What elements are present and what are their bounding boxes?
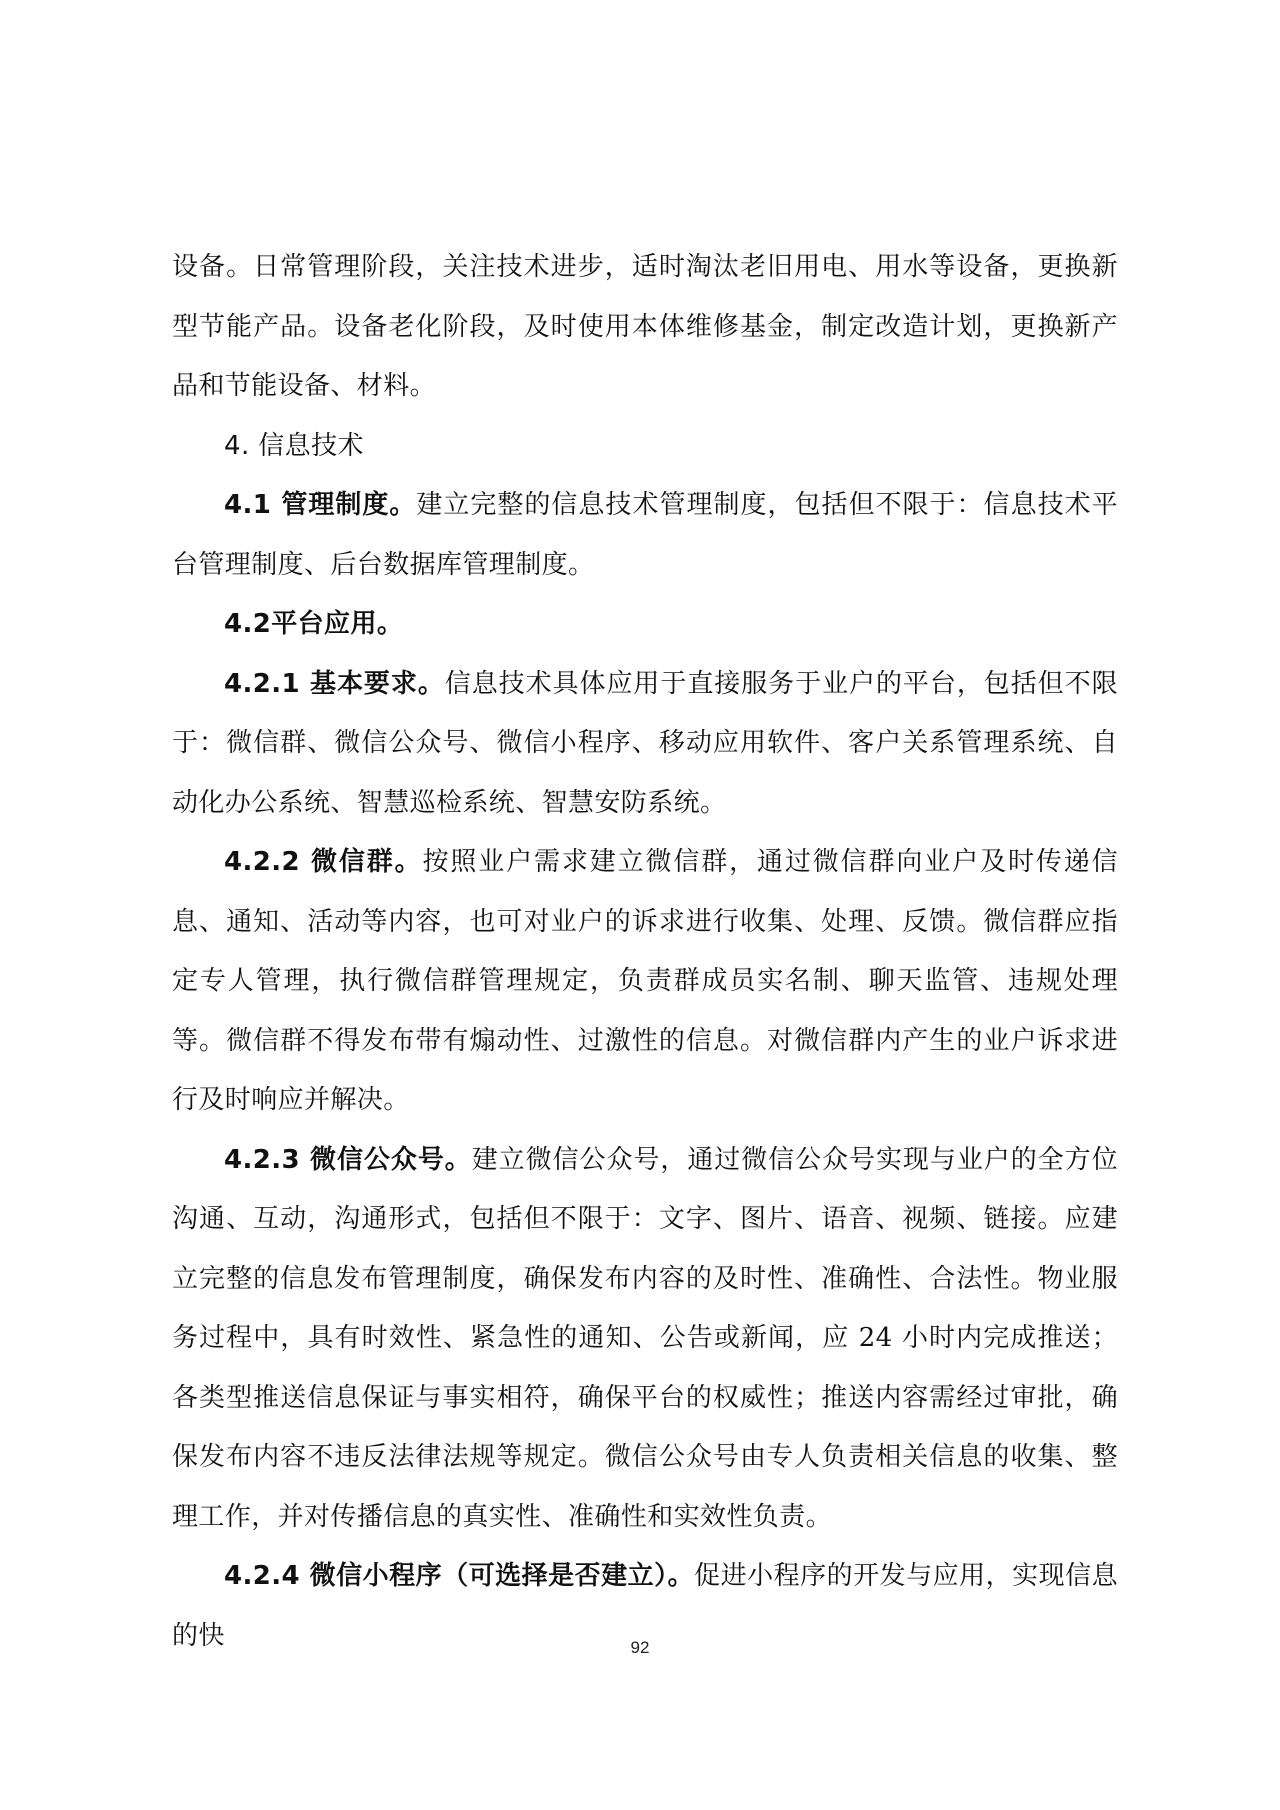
paragraph-text: 促进小程序的开发与应用，实现信息的快 [172, 1561, 1118, 1651]
clause-lead: 4.2平台应用。 [224, 609, 404, 639]
section-heading-information-technology [172, 417, 1118, 477]
paragraph-4-1-management-system [172, 476, 1118, 595]
page-number: 92 [630, 1638, 650, 1657]
clause-lead: 4.1 管理制度。 [224, 490, 417, 520]
document-body [172, 238, 1118, 1666]
clause-lead: 4.2.1 基本要求。 [224, 668, 445, 699]
clause-lead: 4.2.4 微信小程序（可选择是否建立）。 [224, 1561, 695, 1591]
paragraph-4-2-3-wechat-official-account [172, 1131, 1118, 1548]
paragraph-text: 建立完整的信息技术管理制度，包括但不限于：信息技术平台管理制度、后台数据库管理制度。 [172, 490, 1118, 580]
paragraph-text: 按照业户需求建立微信群，通过微信群向业户及时传递信息、通知、活动等内容，也可对业户的诉求进行收集、处理、反馈。微信群应指定专人管理，执行微信群管理规定，负责群成员实名制、聊天监管、违规处理等。微信群不得发布带有煽动性、过激性的信息。对微信群内产生的业户诉求进行及时响应并解决。 [172, 847, 1118, 1115]
section-heading-text: 4. 信息技术 [224, 430, 364, 461]
paragraph-text: 设备。日常管理阶段，关注技术进步，适时淘汰老旧用电、用水等设备，更换新型节能产品。设备老化阶段，及时使用本体维修基金，制定改造计划，更换新产品和节能设备、材料。 [172, 252, 1118, 401]
paragraph-4-2-1-basic-requirements [172, 655, 1118, 834]
paragraph-text: 建立微信公众号，通过微信公众号实现与业户的全方位沟通、互动，沟通形式，包括但不限于：文字、图片、语音、视频、链接。应建立完整的信息发布管理制度，确保发布内容的及时性、准确性、合法性。物业服务过程中，具有时效性、紧急性的通知、公告或新闻，应 24 小时内完成推送；各类型推送信息保证与事实相符，确保平台的权威性；推送内容需经过审批，确保发布内容不违反法律法规等规定。微信公众号由专人负责相关信息的收集、整理工作，并对传播信息的真实性、准确性和实效性负责。 [172, 1144, 1118, 1532]
paragraph-4-2-platform-application [172, 595, 1118, 655]
paragraph-text: 信息技术具体应用于直接服务于业户的平台，包括但不限于：微信群、微信公众号、微信小程序、移动应用软件、客户关系管理系统、自动化办公系统、智慧巡检系统、智慧安防系统。 [172, 668, 1118, 818]
paragraph-equipment-management [172, 238, 1118, 417]
clause-lead: 4.2.2 微信群。 [224, 847, 423, 877]
clause-lead: 4.2.3 微信公众号。 [224, 1144, 472, 1175]
paragraph-4-2-2-wechat-group [172, 833, 1118, 1131]
